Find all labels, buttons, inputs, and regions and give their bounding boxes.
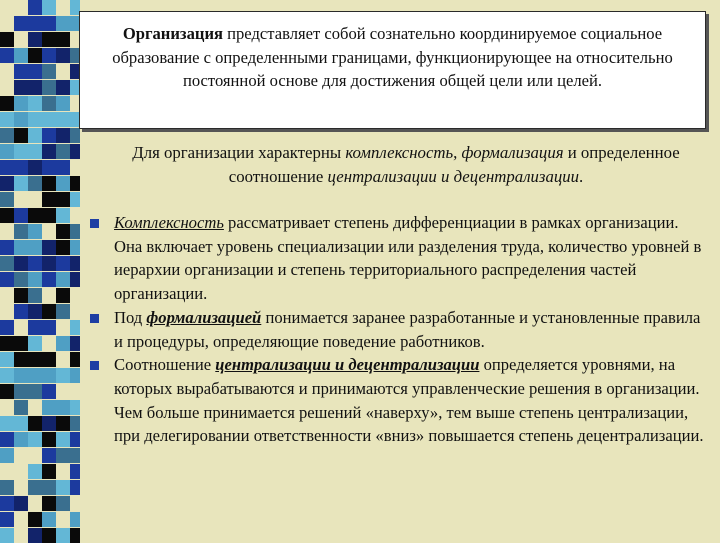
stripe-cell: [14, 240, 28, 255]
stripe-cell: [0, 224, 14, 239]
stripe-cell: [42, 240, 56, 255]
stripe-cell: [70, 336, 80, 351]
intro-term-centralization: централизации и децентрализации: [327, 166, 580, 186]
stripe-cell: [14, 400, 28, 415]
stripe-cell: [56, 224, 70, 239]
stripe-cell: [14, 368, 28, 383]
stripe-cell: [56, 80, 70, 95]
stripe-cell: [28, 400, 42, 415]
bullet-square-icon: [90, 361, 99, 370]
stripe-cell: [42, 432, 56, 447]
stripe-cell: [56, 432, 70, 447]
stripe-cell: [28, 32, 42, 47]
stripe-cell: [14, 352, 28, 367]
stripe-cell: [42, 256, 56, 271]
stripe-cell: [28, 176, 42, 191]
stripe-cell: [70, 384, 80, 399]
stripe-cell: [56, 480, 70, 495]
stripe-cell: [42, 368, 56, 383]
stripe-cell: [56, 176, 70, 191]
stripe-cell: [56, 240, 70, 255]
stripe-cell: [0, 336, 14, 351]
stripe-cell: [28, 448, 42, 463]
stripe-cell: [56, 112, 70, 127]
stripe-cell: [14, 304, 28, 319]
stripe-cell: [14, 208, 28, 223]
stripe-cell: [42, 48, 56, 63]
stripe-cell: [56, 192, 70, 207]
stripe-cell: [14, 480, 28, 495]
stripe-cell: [0, 432, 14, 447]
stripe-cell: [14, 112, 28, 127]
list-item: [88, 353, 704, 448]
stripe-cell: [0, 240, 14, 255]
bullet-prefix: Под: [114, 307, 147, 327]
stripe-cell: [56, 272, 70, 287]
stripe-cell: [0, 496, 14, 511]
stripe-cell: [28, 320, 42, 335]
definition-box: [79, 11, 706, 129]
bullet-term-formalization: формализацией: [146, 307, 262, 327]
stripe-cell: [0, 480, 14, 495]
stripe-cell: [14, 320, 28, 335]
bullet-square-icon: [90, 219, 99, 228]
stripe-cell: [56, 16, 70, 31]
stripe-cell: [42, 192, 56, 207]
stripe-cell: [0, 176, 14, 191]
list-item: [88, 211, 704, 306]
stripe-cell: [28, 240, 42, 255]
intro-paragraph: [110, 141, 702, 188]
stripe-cell: [28, 336, 42, 351]
stripe-cell: [42, 480, 56, 495]
stripe-cell: [56, 144, 70, 159]
stripe-cell: [70, 368, 80, 383]
bullet-term-complexity: Комплексность: [114, 213, 224, 232]
stripe-cell: [28, 144, 42, 159]
stripe-cell: [56, 400, 70, 415]
stripe-cell: [28, 160, 42, 175]
stripe-cell: [42, 272, 56, 287]
stripe-cell: [70, 496, 80, 511]
stripe-cell: [28, 384, 42, 399]
stripe-cell: [28, 272, 42, 287]
stripe-cell: [14, 0, 28, 15]
stripe-cell: [70, 240, 80, 255]
stripe-cell: [28, 256, 42, 271]
stripe-cell: [70, 272, 80, 287]
stripe-cell: [70, 288, 80, 303]
stripe-cell: [42, 64, 56, 79]
stripe-cell: [0, 368, 14, 383]
stripe-cell: [42, 0, 56, 15]
stripe-cell: [14, 432, 28, 447]
stripe-cell: [0, 192, 14, 207]
stripe-cell: [14, 528, 28, 543]
stripe-cell: [42, 112, 56, 127]
stripe-cell: [70, 352, 80, 367]
stripe-cell: [14, 16, 28, 31]
stripe-cell: [28, 112, 42, 127]
stripe-cell: [0, 512, 14, 527]
stripe-cell: [70, 432, 80, 447]
stripe-cell: [70, 480, 80, 495]
stripe-cell: [28, 432, 42, 447]
stripe-cell: [28, 528, 42, 543]
stripe-cell: [42, 320, 56, 335]
stripe-cell: [70, 528, 80, 543]
stripe-cell: [56, 32, 70, 47]
stripe-cell: [70, 448, 80, 463]
stripe-cell: [56, 464, 70, 479]
stripe-cell: [28, 64, 42, 79]
stripe-cell: [70, 400, 80, 415]
stripe-cell: [42, 32, 56, 47]
stripe-cell: [42, 352, 56, 367]
stripe-cell: [56, 208, 70, 223]
stripe-cell: [56, 512, 70, 527]
stripe-cell: [70, 208, 80, 223]
stripe-cell: [56, 416, 70, 431]
intro-term-complexity: комплексность: [345, 143, 454, 162]
stripe-cell: [14, 288, 28, 303]
bullet-text: определяется уровнями, на которых вырабатываются и принимаются управленческие решения в организации. Чем больше принимается решений «наверху», тем выше степень централизации, при делегировании ответственности «вниз» повышается степень децентрализации.: [114, 355, 704, 446]
stripe-cell: [28, 80, 42, 95]
stripe-cell: [70, 320, 80, 335]
stripe-cell: [0, 528, 14, 543]
stripe-cell: [70, 192, 80, 207]
stripe-cell: [28, 496, 42, 511]
stripe-cell: [28, 464, 42, 479]
stripe-cell: [14, 464, 28, 479]
stripe-cell: [28, 0, 42, 15]
stripe-cell: [0, 448, 14, 463]
stripe-cell: [42, 512, 56, 527]
intro-text-2: и определенное соотношение: [228, 143, 680, 186]
intro-end: .: [579, 166, 584, 186]
stripe-cell: [70, 304, 80, 319]
stripe-cell: [70, 160, 80, 175]
stripe-cell: [56, 352, 70, 367]
stripe-cell: [56, 160, 70, 175]
stripe-cell: [0, 288, 14, 303]
list-item: [88, 306, 704, 353]
stripe-cell: [0, 48, 14, 63]
stripe-cell: [14, 128, 28, 143]
stripe-cell: [0, 464, 14, 479]
stripe-cell: [14, 336, 28, 351]
stripe-cell: [28, 288, 42, 303]
stripe-cell: [28, 192, 42, 207]
stripe-cell: [28, 512, 42, 527]
stripe-cell: [14, 416, 28, 431]
stripe-cell: [0, 16, 14, 31]
stripe-cell: [42, 128, 56, 143]
stripe-cell: [14, 192, 28, 207]
stripe-cell: [28, 96, 42, 111]
intro-separator: ,: [453, 143, 462, 162]
stripe-cell: [0, 304, 14, 319]
stripe-cell: [0, 112, 14, 127]
bullet-term-centralization: централизации и децентрализации: [215, 355, 480, 375]
stripe-cell: [28, 128, 42, 143]
stripe-cell: [42, 176, 56, 191]
stripe-cell: [28, 16, 42, 31]
stripe-cell: [0, 400, 14, 415]
stripe-cell: [0, 64, 14, 79]
stripe-cell: [0, 272, 14, 287]
stripe-cell: [70, 512, 80, 527]
stripe-cell: [14, 256, 28, 271]
stripe-cell: [42, 208, 56, 223]
stripe-cell: [28, 304, 42, 319]
stripe-cell: [0, 208, 14, 223]
stripe-cell: [42, 384, 56, 399]
stripe-cell: [42, 448, 56, 463]
stripe-cell: [28, 352, 42, 367]
stripe-cell: [0, 256, 14, 271]
stripe-cell: [14, 272, 28, 287]
decorative-stripe-bar: [0, 0, 84, 540]
stripe-cell: [0, 352, 14, 367]
stripe-cell: [70, 176, 80, 191]
intro-term-formalization: формализация: [461, 143, 564, 162]
stripe-cell: [28, 208, 42, 223]
bullet-text: понимается заранее разработанные и установленные правила и процедуры, определяющие поведение работников.: [114, 307, 701, 351]
stripe-cell: [28, 48, 42, 63]
stripe-cell: [56, 0, 70, 15]
stripe-cell: [70, 416, 80, 431]
stripe-cell: [56, 448, 70, 463]
stripe-cell: [14, 448, 28, 463]
stripe-cell: [56, 528, 70, 543]
stripe-cell: [14, 144, 28, 159]
stripe-cell: [70, 144, 80, 159]
stripe-cell: [14, 64, 28, 79]
stripe-cell: [56, 128, 70, 143]
stripe-cell: [42, 528, 56, 543]
stripe-cell: [0, 320, 14, 335]
stripe-cell: [42, 304, 56, 319]
stripe-cell: [70, 224, 80, 239]
stripe-cell: [28, 368, 42, 383]
definition-term: Организация: [122, 24, 223, 43]
stripe-cell: [14, 48, 28, 63]
bullet-text: рассматривает степень дифференциации в рамках организации. Она включает уровень специализации или разделения труда, количество уровней в иерархии организации и степень территориального распределения частей организации.: [114, 213, 702, 304]
stripe-cell: [0, 160, 14, 175]
stripe-cell: [14, 384, 28, 399]
stripe-cell: [56, 96, 70, 111]
intro-text-1: Для организации характерны: [132, 143, 346, 162]
stripe-cell: [42, 80, 56, 95]
stripe-cell: [28, 224, 42, 239]
stripe-cell: [0, 416, 14, 431]
stripe-cell: [14, 496, 28, 511]
stripe-cell: [14, 96, 28, 111]
stripe-cell: [42, 288, 56, 303]
stripe-cell: [56, 304, 70, 319]
stripe-cell: [70, 128, 80, 143]
stripe-cell: [0, 96, 14, 111]
stripe-cell: [56, 288, 70, 303]
stripe-cell: [14, 224, 28, 239]
stripe-cell: [56, 320, 70, 335]
stripe-cell: [56, 256, 70, 271]
stripe-cell: [56, 48, 70, 63]
stripe-cell: [42, 16, 56, 31]
definition-text: представляет собой сознательно координируемое социальное образование с определенными границами, функционирующее на относительно постоянной основе для достижения общей цели или целей.: [112, 24, 673, 90]
stripe-cell: [14, 32, 28, 47]
stripe-cell: [42, 336, 56, 351]
bullet-prefix: Соотношение: [114, 355, 216, 375]
stripe-cell: [56, 496, 70, 511]
stripe-cell: [14, 512, 28, 527]
stripe-cell: [0, 0, 14, 15]
stripe-cell: [42, 96, 56, 111]
stripe-cell: [70, 464, 80, 479]
stripe-cell: [56, 336, 70, 351]
stripe-cell: [28, 416, 42, 431]
bullet-square-icon: [90, 314, 99, 323]
stripe-cell: [0, 32, 14, 47]
stripe-cell: [0, 80, 14, 95]
stripe-cell: [42, 416, 56, 431]
stripe-cell: [42, 400, 56, 415]
stripe-cell: [42, 144, 56, 159]
stripe-cell: [14, 176, 28, 191]
stripe-cell: [14, 80, 28, 95]
stripe-cell: [56, 368, 70, 383]
stripe-cell: [0, 144, 14, 159]
stripe-cell: [28, 480, 42, 495]
stripe-cell: [70, 256, 80, 271]
stripe-cell: [0, 128, 14, 143]
bullet-list: [88, 211, 704, 448]
stripe-cell: [42, 160, 56, 175]
stripe-cell: [14, 160, 28, 175]
stripe-cell: [0, 384, 14, 399]
stripe-cell: [42, 464, 56, 479]
stripe-cell: [56, 384, 70, 399]
stripe-cell: [42, 224, 56, 239]
stripe-cell: [56, 64, 70, 79]
stripe-cell: [42, 496, 56, 511]
